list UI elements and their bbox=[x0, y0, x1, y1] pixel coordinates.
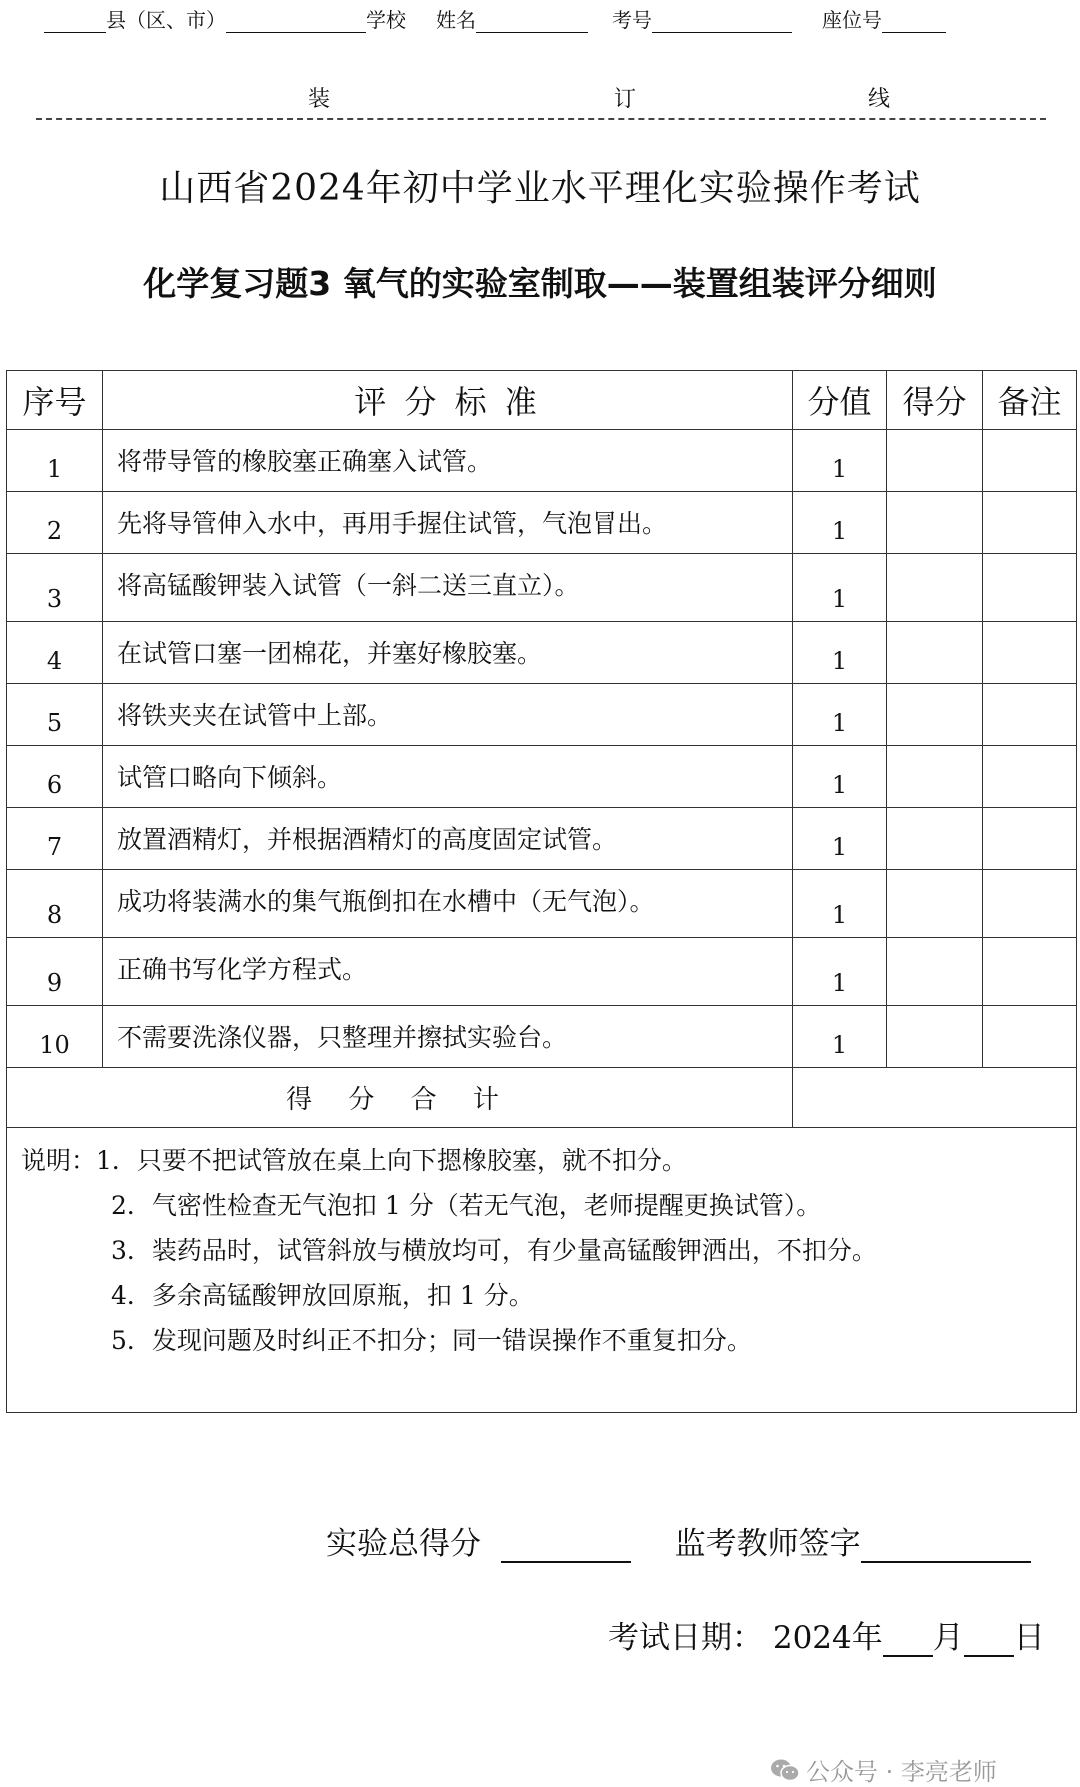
row-remarks-cell[interactable] bbox=[983, 870, 1077, 938]
row-remarks-cell[interactable] bbox=[983, 492, 1077, 554]
row-no: 2 bbox=[7, 492, 103, 554]
table-row bbox=[7, 622, 1077, 684]
row-criteria: 将高锰酸钾装入试管（一斜二送三直立）。 bbox=[103, 554, 793, 622]
month-blank[interactable] bbox=[883, 1625, 933, 1657]
row-points: 1 bbox=[793, 808, 887, 870]
row-score-cell[interactable] bbox=[887, 746, 983, 808]
binding-char-2: 订 bbox=[614, 87, 637, 112]
row-score-cell[interactable] bbox=[887, 622, 983, 684]
exam-title: 山西省2024年初中学业水平理化实验操作考试 bbox=[159, 168, 921, 209]
row-points: 1 bbox=[793, 746, 887, 808]
row-criteria: 将铁夹夹在试管中上部。 bbox=[103, 684, 793, 746]
name-blank[interactable] bbox=[476, 12, 588, 33]
watermark bbox=[770, 1752, 997, 1787]
table-row bbox=[7, 746, 1077, 808]
row-no: 1 bbox=[7, 430, 103, 492]
row-score-cell[interactable] bbox=[887, 808, 983, 870]
row-score-cell[interactable] bbox=[887, 684, 983, 746]
date-year: 2024年 bbox=[772, 1620, 883, 1656]
exam-no-label: 考号 bbox=[612, 8, 652, 32]
note-line: 5．发现问题及时纠正不扣分；同一错误操作不重复扣分。 bbox=[111, 1326, 752, 1355]
scoring-table bbox=[6, 370, 1077, 1413]
row-score-cell[interactable] bbox=[887, 430, 983, 492]
notes-row bbox=[7, 1128, 1077, 1413]
row-criteria: 试管口略向下倾斜。 bbox=[103, 746, 793, 808]
table-row bbox=[7, 1006, 1077, 1068]
row-points: 1 bbox=[793, 554, 887, 622]
row-score-cell[interactable] bbox=[887, 554, 983, 622]
binding-char-1: 装 bbox=[308, 87, 331, 112]
county-label: 县（区、市） bbox=[106, 8, 226, 32]
seat-no-label: 座位号 bbox=[822, 8, 882, 32]
row-score-cell[interactable] bbox=[887, 492, 983, 554]
row-no: 8 bbox=[7, 870, 103, 938]
seat-no-blank[interactable] bbox=[882, 12, 946, 33]
proctor-signature-label: 监考教师签字 bbox=[674, 1526, 861, 1562]
header-criteria: 评 分 标 准 bbox=[103, 371, 793, 430]
table-row bbox=[7, 870, 1077, 938]
row-no: 7 bbox=[7, 808, 103, 870]
header-no: 序号 bbox=[7, 371, 103, 430]
note-line: 说明：1．只要不把试管放在桌上向下摁橡胶塞，就不扣分。 bbox=[21, 1146, 687, 1175]
student-info-line bbox=[44, 4, 1044, 33]
table-header-row bbox=[7, 371, 1077, 430]
total-score-blank[interactable] bbox=[501, 1531, 631, 1563]
school-label: 学校 bbox=[366, 8, 406, 32]
row-no: 9 bbox=[7, 938, 103, 1006]
table-row bbox=[7, 938, 1077, 1006]
row-points: 1 bbox=[793, 1006, 887, 1068]
name-label: 姓名 bbox=[436, 8, 476, 32]
row-criteria: 成功将装满水的集气瓶倒扣在水槽中（无气泡）。 bbox=[103, 870, 793, 938]
row-points: 1 bbox=[793, 492, 887, 554]
binding-char-3: 线 bbox=[868, 87, 891, 112]
row-points: 1 bbox=[793, 430, 887, 492]
county-blank[interactable] bbox=[44, 12, 106, 33]
table-row bbox=[7, 808, 1077, 870]
row-points: 1 bbox=[793, 870, 887, 938]
school-blank[interactable] bbox=[226, 12, 366, 33]
wechat-icon bbox=[770, 1757, 800, 1783]
row-criteria: 将带导管的橡胶塞正确塞入试管。 bbox=[103, 430, 793, 492]
note-line: 2．气密性检查无气泡扣 1 分（若无气泡，老师提醒更换试管）。 bbox=[111, 1191, 822, 1220]
row-no: 5 bbox=[7, 684, 103, 746]
table-row bbox=[7, 684, 1077, 746]
total-row bbox=[7, 1068, 1077, 1128]
table-row bbox=[7, 554, 1077, 622]
proctor-signature-blank[interactable] bbox=[861, 1531, 1031, 1563]
total-label: 得 分 合 计 bbox=[7, 1068, 793, 1128]
header-remarks: 备注 bbox=[983, 371, 1077, 430]
binding-line bbox=[36, 82, 1046, 120]
row-criteria: 放置酒精灯，并根据酒精灯的高度固定试管。 bbox=[103, 808, 793, 870]
header-points: 分值 bbox=[793, 371, 887, 430]
row-points: 1 bbox=[793, 622, 887, 684]
row-remarks-cell[interactable] bbox=[983, 684, 1077, 746]
row-remarks-cell[interactable] bbox=[983, 808, 1077, 870]
exam-subtitle: 化学复习题3 氧气的实验室制取——装置组装评分细则 bbox=[143, 264, 937, 303]
note-line: 4．多余高锰酸钾放回原瓶，扣 1 分。 bbox=[111, 1281, 534, 1310]
note-line: 3．装药品时，试管斜放与横放均可，有少量高锰酸钾洒出，不扣分。 bbox=[111, 1236, 877, 1265]
row-points: 1 bbox=[793, 938, 887, 1006]
table-row bbox=[7, 430, 1077, 492]
total-score-cell[interactable] bbox=[793, 1068, 1077, 1128]
row-no: 4 bbox=[7, 622, 103, 684]
row-remarks-cell[interactable] bbox=[983, 1006, 1077, 1068]
row-points: 1 bbox=[793, 684, 887, 746]
row-score-cell[interactable] bbox=[887, 938, 983, 1006]
date-month: 月 bbox=[932, 1620, 964, 1656]
signature-line bbox=[326, 1518, 1031, 1563]
row-no: 10 bbox=[7, 1006, 103, 1068]
row-no: 6 bbox=[7, 746, 103, 808]
date-day: 日 bbox=[1013, 1620, 1045, 1656]
row-criteria: 正确书写化学方程式。 bbox=[103, 938, 793, 1006]
row-score-cell[interactable] bbox=[887, 1006, 983, 1068]
row-remarks-cell[interactable] bbox=[983, 430, 1077, 492]
exam-date-line bbox=[608, 1612, 1045, 1657]
header-score: 得分 bbox=[887, 371, 983, 430]
row-remarks-cell[interactable] bbox=[983, 622, 1077, 684]
row-remarks-cell[interactable] bbox=[983, 938, 1077, 1006]
row-score-cell[interactable] bbox=[887, 870, 983, 938]
row-criteria: 不需要洗涤仪器，只整理并擦拭实验台。 bbox=[103, 1006, 793, 1068]
total-score-label: 实验总得分 bbox=[326, 1526, 481, 1562]
row-remarks-cell[interactable] bbox=[983, 746, 1077, 808]
date-label: 考试日期： bbox=[608, 1620, 763, 1656]
row-no: 3 bbox=[7, 554, 103, 622]
day-blank[interactable] bbox=[964, 1625, 1014, 1657]
table-row bbox=[7, 492, 1077, 554]
notes-cell bbox=[7, 1128, 1077, 1413]
watermark-text: 公众号 · 李亮老师 bbox=[806, 1758, 997, 1786]
exam-no-blank[interactable] bbox=[652, 12, 792, 33]
row-criteria: 先将导管伸入水中，再用手握住试管，气泡冒出。 bbox=[103, 492, 793, 554]
row-remarks-cell[interactable] bbox=[983, 554, 1077, 622]
row-criteria: 在试管口塞一团棉花，并塞好橡胶塞。 bbox=[103, 622, 793, 684]
